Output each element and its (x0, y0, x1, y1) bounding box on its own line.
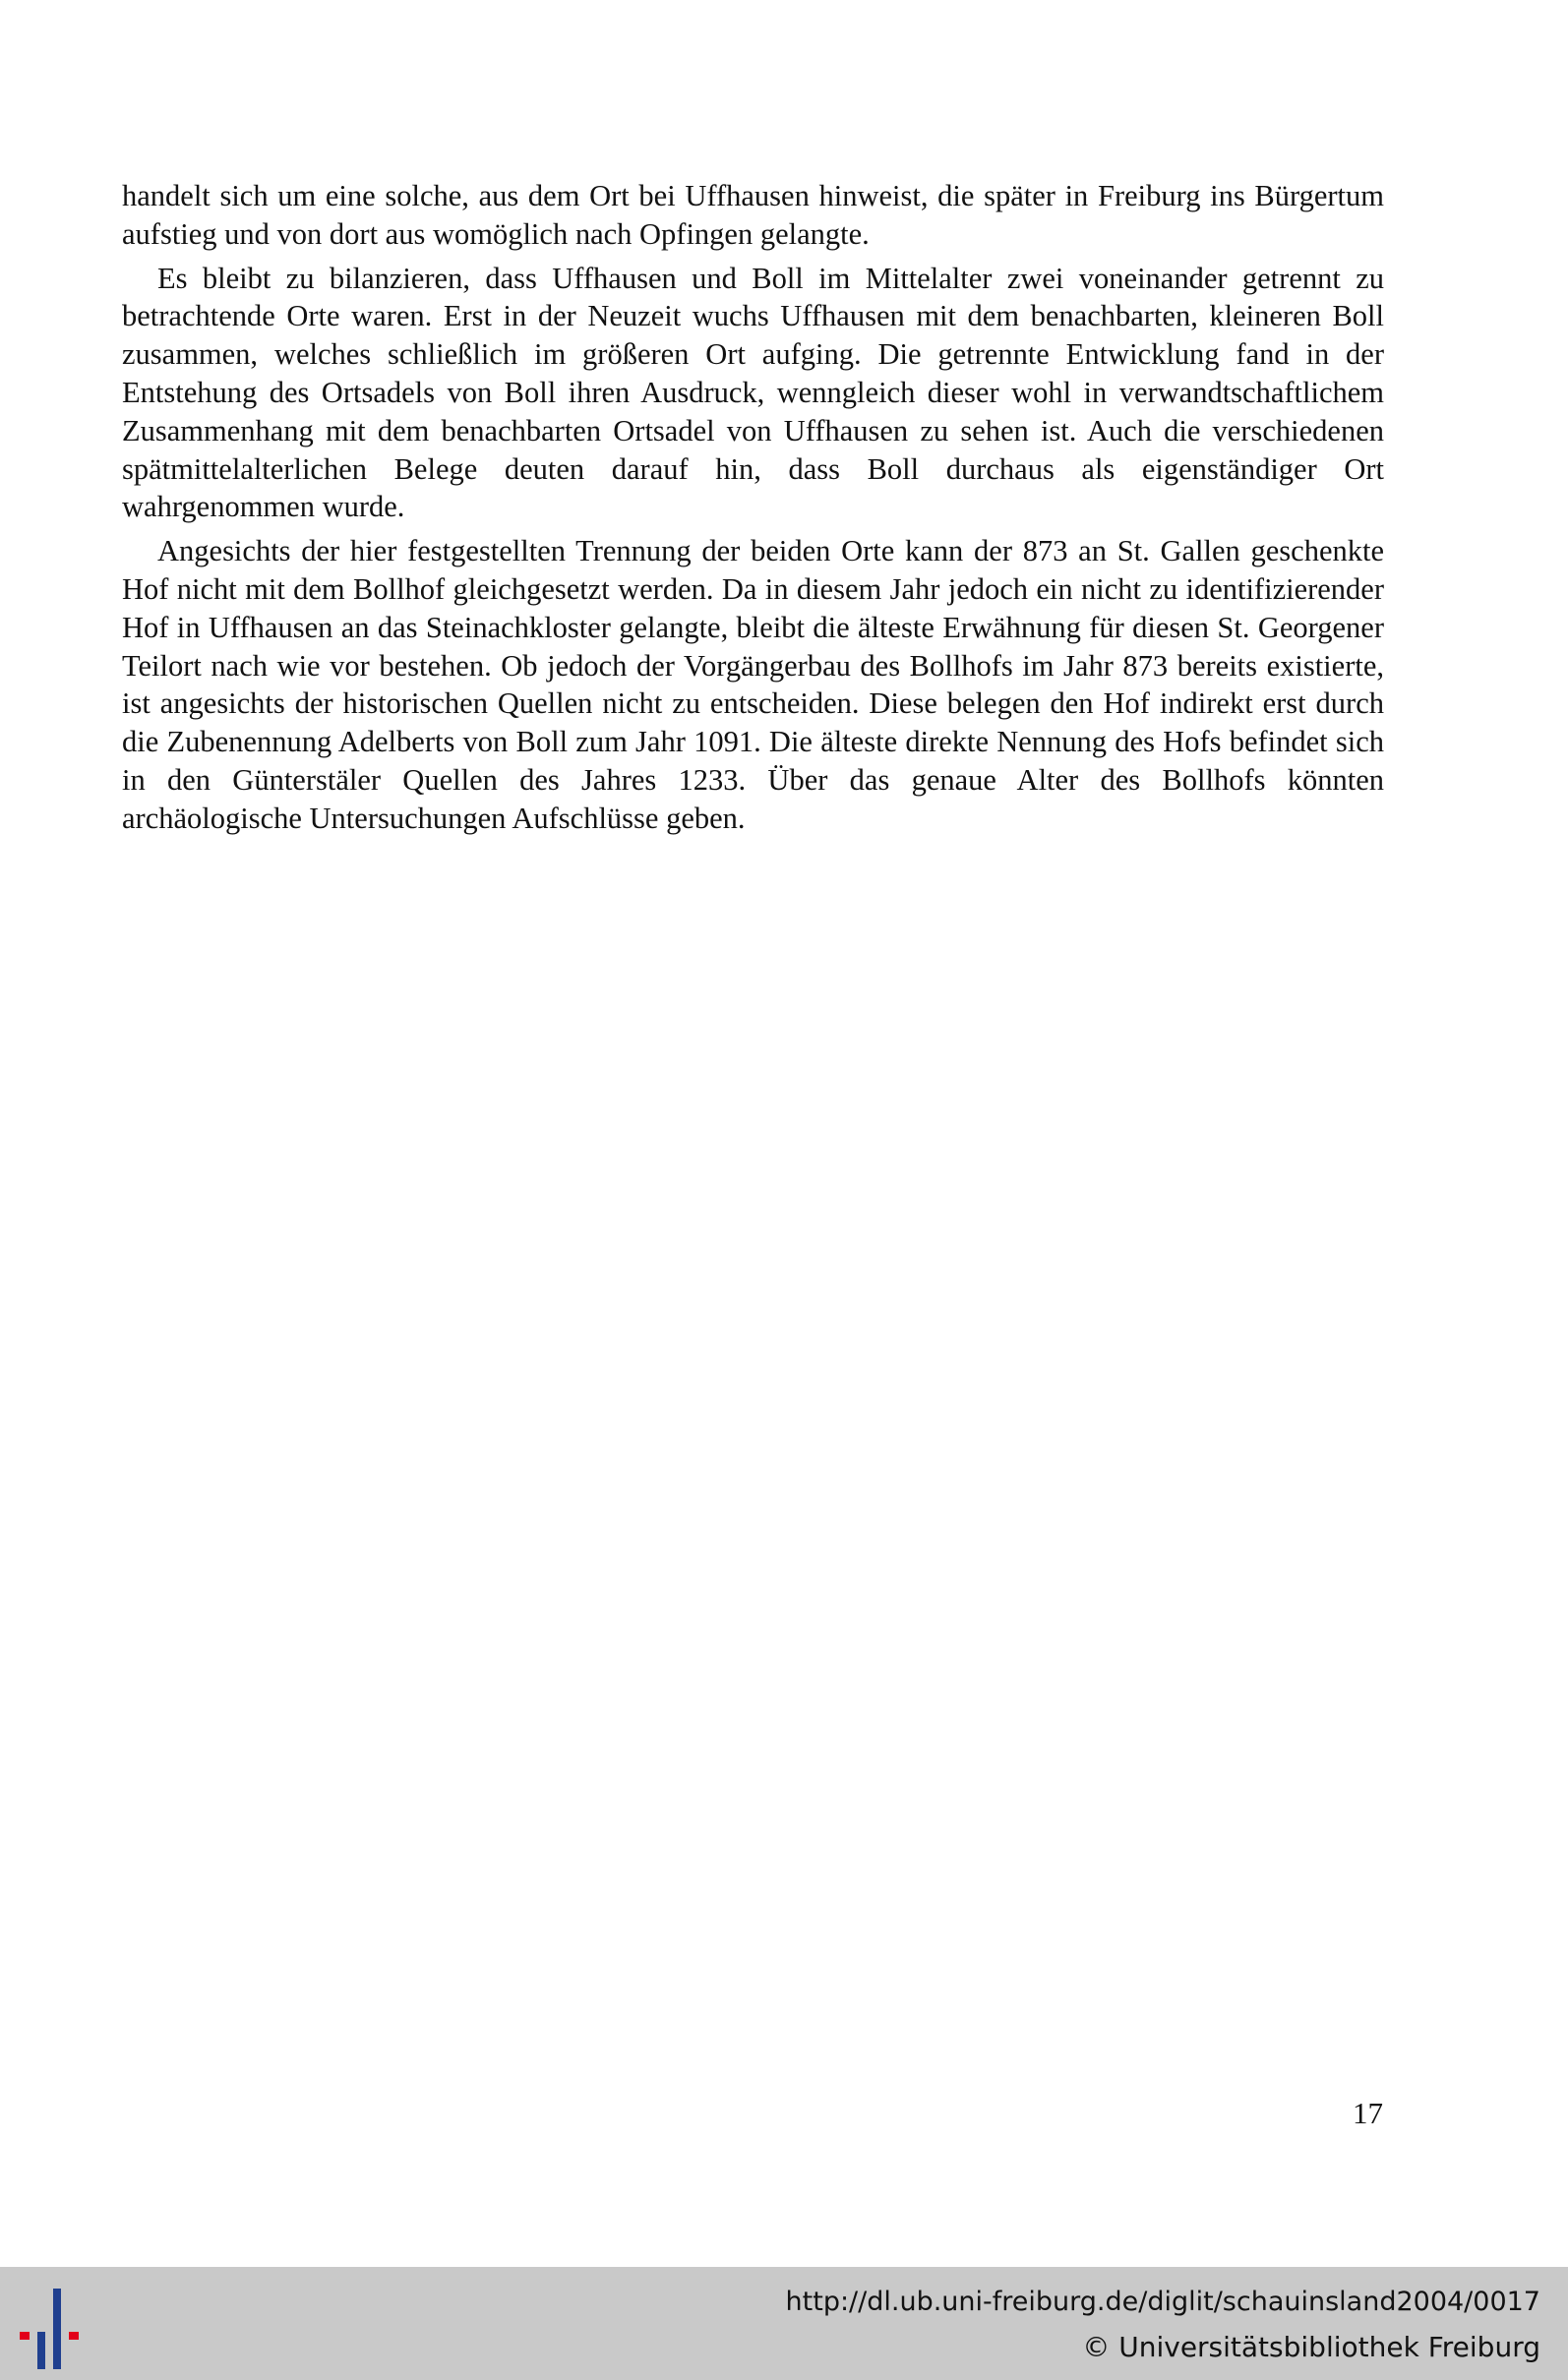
ub-freiburg-logo-icon (20, 2289, 98, 2373)
body-text (122, 177, 1384, 838)
library-footer (0, 2267, 1568, 2380)
footer-url-link[interactable]: http://dl.ub.uni-freiburg.de/diglit/schauinsland2004/0017 (785, 2287, 1540, 2317)
footer-copyright: © Universitätsbibliothek Freiburg (1082, 2331, 1540, 2363)
page-number: 17 (1353, 2096, 1383, 2130)
paragraph-1: handelt sich um eine solche, aus dem Ort bei Uffhausen hinweist, die später in Freiburg ins Bürgertum aufstieg und von dort aus womöglich nach Opfingen gelangte. (122, 179, 1384, 251)
paragraph-2: Es bleibt zu bilanzieren, dass Uffhausen und Boll im Mittelalter zwei voneinander getrennt zu betrachtende Orte waren. Erst in der Neuzeit wuchs Uffhausen mit dem benachbarten, kleineren Boll zusammen, welches schließlich im größeren Ort aufging. Die getrennte Entwicklung fand in der Entstehung des Ortsadels von Boll ihren Ausdruck, wenngleich dieser wohl in verwandtschaftlichem Zusammenhang mit dem benachbarten Ortsadel von Uffhausen zu sehen ist. Auch die verschiedenen spätmittelalterlichen Belege deuten darauf hin, dass Boll durchaus als eigenständiger Ort wahrgenommen wurde. (122, 261, 1384, 524)
paragraph-3: Angesichts der hier festgestellten Trennung der beiden Orte kann der 873 an St. Gallen geschenkte Hof nicht mit dem Bollhof gleichgesetzt werden. Da in diesem Jahr jedoch ein nicht zu identifizierender Hof in Uffhausen an das Steinachkloster gelangte, bleibt die älteste Erwähnung für diesen St. Georgener Teilort nach wie vor bestehen. Ob jedoch der Vorgängerbau des Bollhofs im Jahr 873 bereits existierte, ist angesichts der historischen Quellen nicht zu entscheiden. Diese belegen den Hof indirekt erst durch die Zubenennung Adelberts von Boll zum Jahr 1091. Die älteste direkte Nennung des Hofs befindet sich in den Günterstäler Quellen des Jahres 1233. Über das genaue Alter des Bollhofs könnten archäologische Untersuchungen Aufschlüsse geben. (122, 534, 1384, 835)
